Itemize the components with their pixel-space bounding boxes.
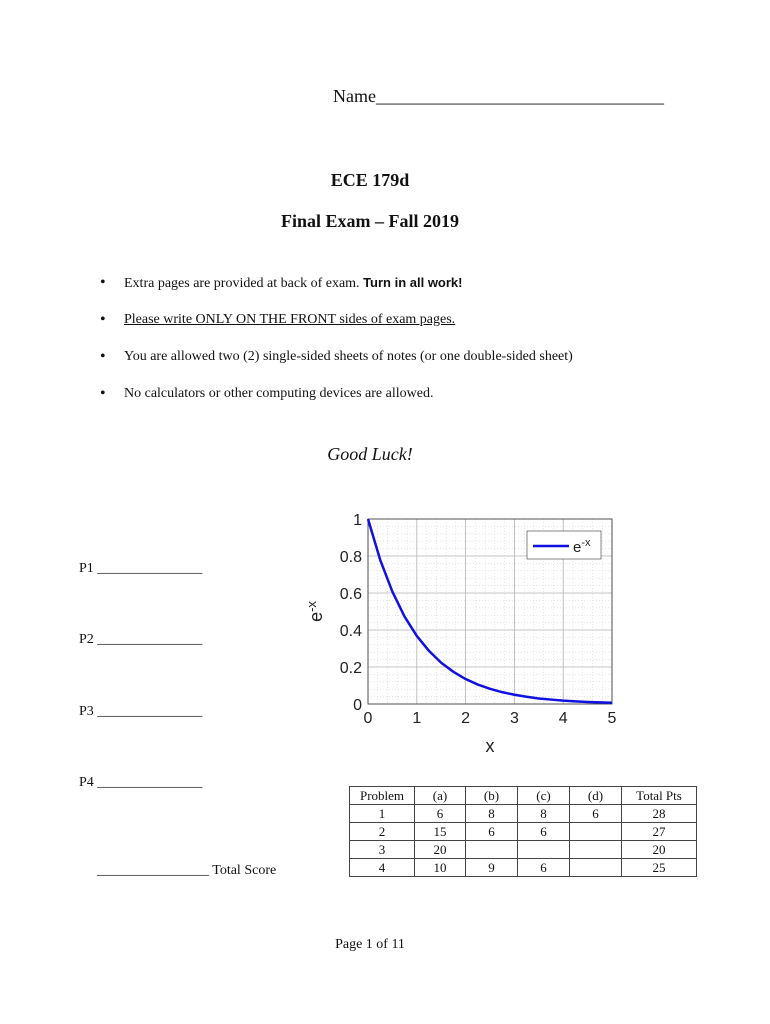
table-cell bbox=[570, 841, 622, 859]
x-tick-label: 2 bbox=[461, 710, 471, 727]
table-cell: 4 bbox=[350, 859, 415, 877]
exponential-decay-chart bbox=[300, 505, 630, 765]
table-cell bbox=[518, 841, 570, 859]
bullet-icon: • bbox=[100, 348, 106, 365]
score-line-p2: P2 _______________ bbox=[79, 632, 203, 647]
table-row bbox=[350, 805, 697, 823]
y-tick-label: 0 bbox=[353, 697, 362, 714]
course-title: ECE 179d bbox=[330, 170, 410, 190]
table-cell: 8 bbox=[466, 805, 518, 823]
table-cell: 6 bbox=[466, 823, 518, 841]
bullet-icon: • bbox=[100, 274, 106, 291]
table-cell: 3 bbox=[350, 841, 415, 859]
table-cell: 27 bbox=[622, 823, 697, 841]
table-cell bbox=[570, 859, 622, 877]
instruction-item: • You are allowed two (2) single-sided sheets of notes (or one double-sided sheet) bbox=[100, 346, 740, 383]
table-cell bbox=[570, 823, 622, 841]
table-cell: 6 bbox=[518, 823, 570, 841]
score-line-p1: P1 _______________ bbox=[79, 561, 203, 576]
table-cell: 10 bbox=[415, 859, 466, 877]
table-cell: 15 bbox=[415, 823, 466, 841]
table-cell: 20 bbox=[622, 841, 697, 859]
total-score-line: ________________ Total Score bbox=[97, 863, 277, 878]
table-cell: 2 bbox=[350, 823, 415, 841]
table-cell: 9 bbox=[466, 859, 518, 877]
y-tick-label: 0.8 bbox=[339, 549, 362, 566]
table-cell: 20 bbox=[415, 841, 466, 859]
name-field: Name________________________________ bbox=[333, 86, 664, 106]
y-axis-label: $e^{-x}$ bbox=[304, 601, 326, 622]
x-axis-label: x bbox=[485, 736, 495, 756]
bullet-icon: • bbox=[100, 311, 106, 328]
y-tick-label: 0.2 bbox=[339, 660, 362, 677]
x-tick-label: 1 bbox=[412, 710, 422, 727]
col-header: Problem bbox=[350, 787, 415, 805]
x-tick-label: 0 bbox=[363, 710, 373, 727]
col-header: (a) bbox=[415, 787, 466, 805]
instruction-emphasis: Turn in all work! bbox=[363, 275, 463, 290]
y-tick-label: 1 bbox=[353, 512, 362, 529]
instruction-item: • No calculators or other computing devices are allowed. bbox=[100, 383, 740, 420]
score-line-p3: P3 _______________ bbox=[79, 704, 203, 719]
table-cell: 1 bbox=[350, 805, 415, 823]
table-cell: 28 bbox=[622, 805, 697, 823]
table-header-row bbox=[350, 787, 697, 805]
y-tick-label: 0.6 bbox=[339, 586, 362, 603]
table-cell: 8 bbox=[518, 805, 570, 823]
instruction-item: • Please write ONLY ON THE FRONT sides of exam pages. bbox=[100, 309, 740, 346]
x-tick-label: 3 bbox=[509, 710, 519, 727]
legend-label: $e^{-x}$ bbox=[573, 537, 591, 556]
table-cell: 6 bbox=[518, 859, 570, 877]
col-header: Total Pts bbox=[622, 787, 697, 805]
table-row bbox=[350, 841, 697, 859]
exam-title: Final Exam – Fall 2019 bbox=[280, 211, 459, 231]
x-tick-label: 4 bbox=[558, 710, 568, 727]
table-cell: 25 bbox=[622, 859, 697, 877]
bullet-icon: • bbox=[100, 385, 106, 402]
col-header: (c) bbox=[518, 787, 570, 805]
x-tick-label: 5 bbox=[607, 710, 617, 727]
table-cell bbox=[466, 841, 518, 859]
y-tick-label: 0.4 bbox=[339, 623, 362, 640]
score-line-p4: P4 _______________ bbox=[79, 775, 203, 790]
instructions-list bbox=[100, 272, 740, 420]
table-row bbox=[350, 823, 697, 841]
col-header: (d) bbox=[570, 787, 622, 805]
table-row bbox=[350, 859, 697, 877]
instruction-item: • Extra pages are provided at back of exam. Turn in all work! bbox=[100, 272, 740, 309]
table-cell: 6 bbox=[570, 805, 622, 823]
good-luck-text: Good Luck! bbox=[327, 444, 413, 464]
page-number: Page 1 of 11 bbox=[335, 937, 405, 952]
col-header: (b) bbox=[466, 787, 518, 805]
points-table bbox=[349, 786, 697, 877]
table-cell: 6 bbox=[415, 805, 466, 823]
